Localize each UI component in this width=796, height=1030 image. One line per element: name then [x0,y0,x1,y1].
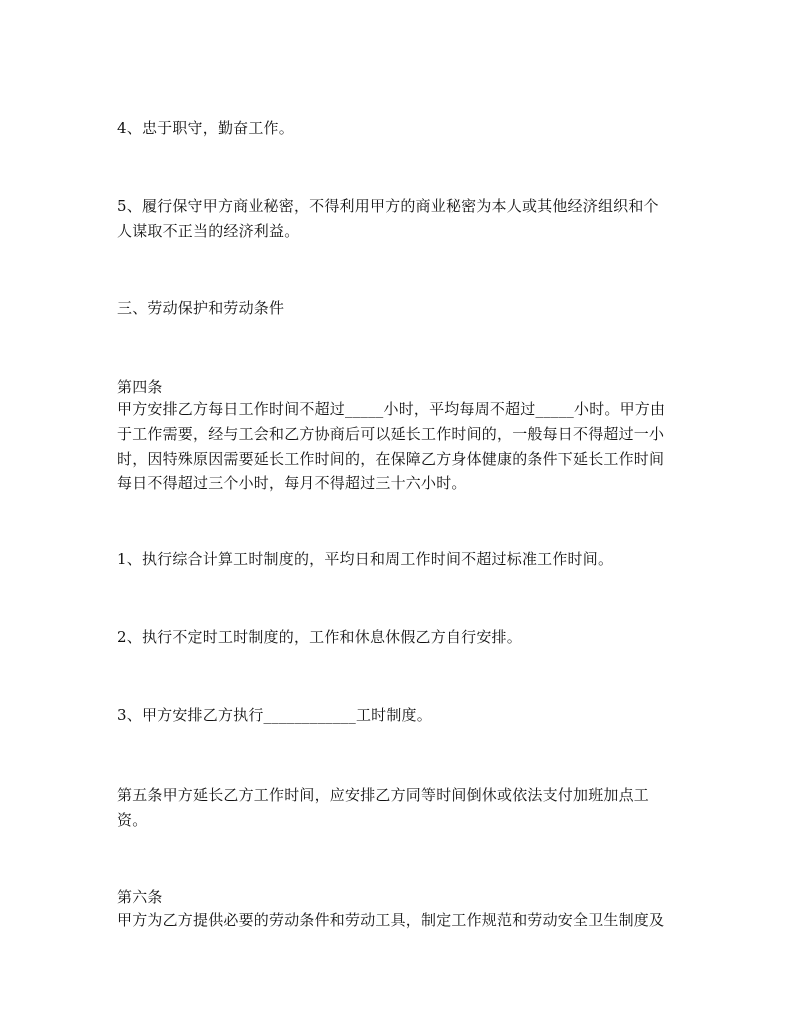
clause-5-text-line-1: 5、履行保守甲方商业秘密，不得利用甲方的商业秘密为本人或其他经济组织和个 [117,197,659,215]
section-heading-labor-protection: 三、劳动保护和劳动条件 [117,299,285,317]
article-4-text-line-4: 每日不得超过三个小时，每月不得超过三十六小时。 [117,474,467,492]
clause-5-text-line-2: 人谋取不正当的经济利益。 [117,222,300,240]
article-4-text-line-3: 时，因特殊原因需要延长工作时间的，在保障乙方身体健康的条件下延长工作时间 [117,450,665,468]
item-3-text: 3、甲方安排乙方执行____________工时制度。 [117,706,432,724]
item-1-text: 1、执行综合计算工时制度的，平均日和周工作时间不超过标准工作时间。 [117,550,614,568]
article-4-text-line-1: 甲方安排乙方每日工作时间不超过_____小时，平均每周不超过_____小时。甲方由 [117,400,666,418]
article-4-heading: 第四条 [117,378,163,396]
clause-4-text: 4、忠于职守，勤奋工作。 [117,119,294,137]
article-6-heading: 第六条 [117,888,163,906]
article-5-text-line-1: 第五条甲方延长乙方工作时间，应安排乙方同等时间倒休或依法支付加班加点工 [117,786,650,804]
article-6-text-line-1: 甲方为乙方提供必要的劳动条件和劳动工具，制定工作规范和劳动安全卫生制度及 [117,911,665,929]
article-4-text-line-2: 于工作需要，经与工会和乙方协商后可以延长工作时间的，一般每日不得超过一小 [117,425,665,443]
article-5-text-line-2: 资。 [117,811,148,829]
item-2-text: 2、执行不定时工时制度的，工作和休息休假乙方自行安排。 [117,628,522,646]
